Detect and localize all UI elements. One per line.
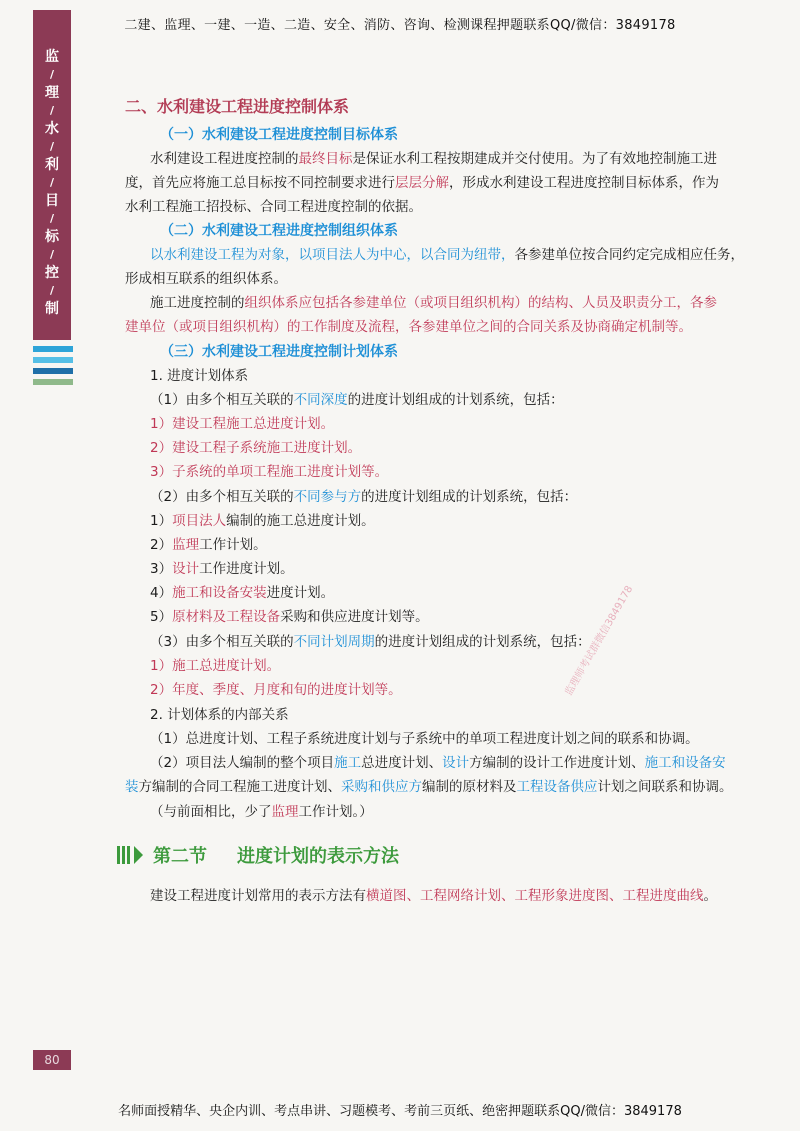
paragraph-line: （1）总进度计划、工程子系统进度计划与子系统中的单项工程进度计划之间的联系和协调。 bbox=[150, 731, 699, 747]
sidebar-char: / bbox=[49, 140, 55, 153]
side-color-bars bbox=[33, 346, 73, 390]
note-line: （与前面相比，少了监理工作计划。） bbox=[150, 804, 373, 820]
color-bar bbox=[33, 357, 73, 363]
subheading-3: （三）水利建设工程进度控制计划体系 bbox=[160, 344, 398, 360]
section-title: 进度计划的表示方法 bbox=[237, 846, 399, 867]
sidebar-char: / bbox=[49, 176, 55, 189]
list-item: 2）建设工程子系统施工进度计划。 bbox=[150, 440, 362, 456]
paragraph-line: 度，首先应将施工总目标按不同控制要求进行层层分解，形成水利建设工程进度控制目标体系，作为 bbox=[125, 175, 719, 191]
paragraph-line: 水利建设工程进度控制的最终目标是保证水利工程按期建成并交付使用。为了有效地控制施工进 bbox=[150, 151, 717, 167]
sidebar-char: 水 bbox=[45, 121, 59, 137]
list-item: 1）建设工程施工总进度计划。 bbox=[150, 416, 335, 432]
subheading-2: （二）水利建设工程进度控制组织体系 bbox=[160, 223, 398, 239]
list-item: 5）原材料及工程设备采购和供应进度计划等。 bbox=[150, 609, 429, 625]
sidebar-char: / bbox=[49, 104, 55, 117]
paragraph-line: 施工进度控制的组织体系应包括各参建单位（或项目组织机构）的结构、人员及职责分工，各参 bbox=[150, 295, 717, 311]
section-heading bbox=[117, 842, 399, 868]
color-bar bbox=[33, 368, 73, 374]
color-bar bbox=[33, 346, 73, 352]
list-item: 3）子系统的单项工程施工进度计划等。 bbox=[150, 464, 389, 480]
sidebar-char: 制 bbox=[45, 301, 59, 317]
paragraph-line: 建设工程进度计划常用的表示方法有横道图、工程网络计划、工程形象进度图、工程进度曲线。 bbox=[150, 888, 717, 904]
list-item: 1）项目法人编制的施工总进度计划。 bbox=[150, 513, 375, 529]
paragraph-line: 建单位（或项目组织机构）的工作制度及流程，各参建单位之间的合同关系及协商确定机制等。 bbox=[125, 319, 692, 335]
paragraph-line: 以水利建设工程为对象，以项目法人为中心，以合同为纽带，各参建单位按合同约定完成相应任务， bbox=[150, 247, 744, 263]
sidebar-char: / bbox=[49, 248, 55, 261]
sidebar-char: / bbox=[49, 68, 55, 81]
paragraph-line: 装方编制的合同工程施工进度计划、采购和供应方编制的原材料及工程设备供应计划之间联系和协调。 bbox=[125, 779, 733, 795]
sidebar-char: / bbox=[49, 284, 55, 297]
list-item: 1）施工总进度计划。 bbox=[150, 658, 281, 674]
side-tab-title bbox=[33, 10, 71, 340]
page-footer: 名师面授精华、央企内训、考点串讲、习题模考、考前三页纸、绝密押题联系QQ/微信：3849178 bbox=[118, 1104, 682, 1119]
paragraph-line: 形成相互联系的组织体系。 bbox=[125, 271, 287, 287]
list-item: 4）施工和设备安装进度计划。 bbox=[150, 585, 335, 601]
page-header: 二建、监理、一建、一造、二造、安全、消防、咨询、检测课程押题联系QQ/微信：3849178 bbox=[124, 18, 676, 33]
list-group-intro: （1）由多个相互关联的不同深度的进度计划组成的计划系统，包括： bbox=[150, 392, 564, 408]
sidebar-char: / bbox=[49, 212, 55, 225]
sub-item-title: 1. 进度计划体系 bbox=[150, 368, 249, 384]
sub-item-title: 2. 计划体系的内部关系 bbox=[150, 707, 289, 723]
section-bars-icon bbox=[117, 846, 143, 864]
watermark: 监理师考试群微信3849178 bbox=[563, 584, 636, 698]
paragraph-line: （2）项目法人编制的整个项目施工总进度计划、设计方编制的设计工作进度计划、施工和设备安 bbox=[150, 755, 726, 771]
sidebar-char: 目 bbox=[45, 193, 59, 209]
page-number: 80 bbox=[33, 1050, 71, 1070]
list-item: 2）监理工作计划。 bbox=[150, 537, 267, 553]
sidebar-char: 标 bbox=[45, 229, 59, 245]
subheading-1: （一）水利建设工程进度控制目标体系 bbox=[160, 127, 398, 143]
list-item: 2）年度、季度、月度和旬的进度计划等。 bbox=[150, 682, 402, 698]
list-group-intro: （3）由多个相互关联的不同计划周期的进度计划组成的计划系统，包括： bbox=[150, 634, 591, 650]
sidebar-char: 利 bbox=[45, 157, 59, 173]
color-bar bbox=[33, 379, 73, 385]
sidebar-char: 控 bbox=[45, 265, 59, 281]
heading-2: 二、水利建设工程进度控制体系 bbox=[125, 97, 350, 116]
sidebar-char: 监 bbox=[45, 49, 59, 65]
paragraph-line: 水利工程施工招投标、合同工程进度控制的依据。 bbox=[125, 199, 422, 215]
sidebar-char: 理 bbox=[45, 85, 59, 101]
list-group-intro: （2）由多个相互关联的不同参与方的进度计划组成的计划系统，包括： bbox=[150, 489, 578, 505]
section-number: 第二节 bbox=[153, 846, 207, 867]
list-item: 3）设计工作进度计划。 bbox=[150, 561, 294, 577]
